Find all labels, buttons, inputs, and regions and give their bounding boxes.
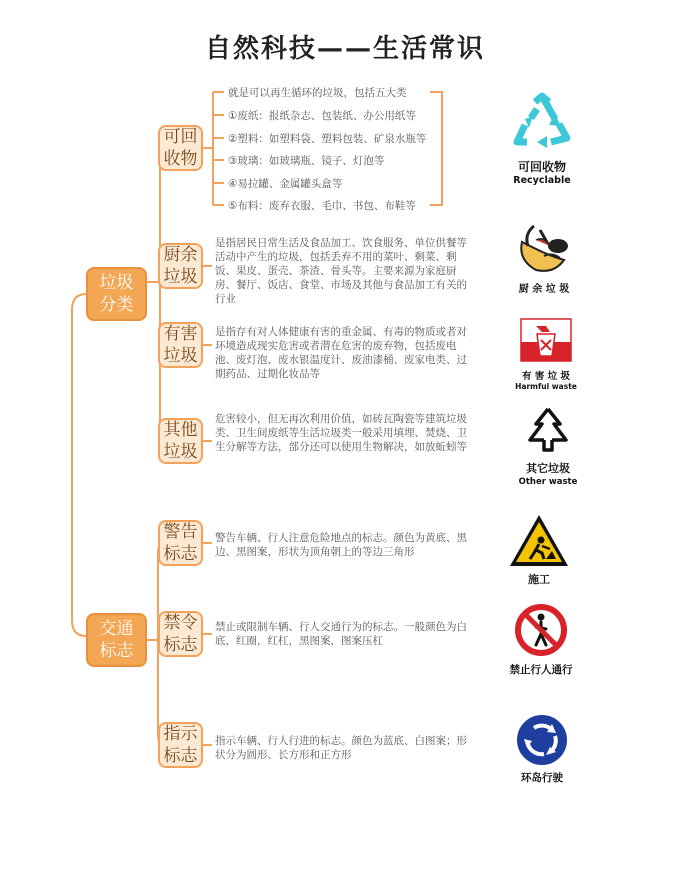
harmful-waste-caption: 有 害 垃 圾 Harmful waste: [515, 371, 577, 391]
recycle-icon: [511, 92, 573, 150]
recyclable-intro: 就是可以再生循环的垃圾，包括五大类: [228, 87, 407, 99]
harmful-waste-icon: [520, 318, 572, 362]
category-other-waste: 其他 垃圾: [158, 418, 203, 464]
page-title: 自然科技——生活常识: [204, 34, 485, 64]
category-indication-signs: 指示 标志: [158, 722, 203, 768]
roundabout-icon: [514, 712, 570, 768]
category-kitchen-waste: 厨余 垃圾: [158, 243, 203, 289]
category-harmful-waste: 有害 垃圾: [158, 322, 203, 368]
kitchen-waste-icon: [514, 216, 574, 276]
recyclable-bracket-right: [430, 92, 442, 205]
indication-sign-description: 指示车辆、行人行进的标志。颜色为蓝底、白图案；形状分为圆形、长方形和正方形: [215, 735, 467, 761]
other-waste-caption: 其它垃圾 Other waste: [518, 462, 578, 487]
recyclable-item: ③玻璃：如玻璃瓶、镜子、灯泡等: [228, 155, 385, 167]
harmful-waste-description: 是指存有对人体健康有害的重金属、有毒的物质或者对环境造成现实危害或者潜在危害的废弃物，包括废电池、废灯泡、废水银温度计、废油漆桶、废家电类、过期药品、过期化妆品等: [215, 326, 467, 380]
kitchen-waste-description: 是指居民日常生活及食品加工、饮食服务、单位供餐等活动中产生的垃圾，包括丢弃不用的菜叶、剩菜、剩饭、果皮、蛋壳、茶渣、骨头等。主要来源为家庭厨房、餐厅、饭店、食堂、市场及其他与食品加工有关的行业: [215, 237, 467, 305]
category-prohibition-signs: 禁令 标志: [158, 611, 203, 657]
recyclable-caption: 可回收物 Recyclable: [513, 160, 571, 186]
no-pedestrians-icon: [514, 603, 568, 657]
prohibition-sign-description: 禁止或限制车辆、行人交通行为的标志。一般颜色为白底，红圈，红杠，黑图案，图案压杠: [215, 621, 467, 647]
construction-caption: 施工: [528, 573, 550, 586]
construction-warning-icon: [508, 513, 570, 568]
roundabout-caption: 环岛行驶: [521, 772, 563, 784]
kitchen-waste-caption: 厨 余 垃 圾: [518, 284, 570, 295]
recyclable-item: ②塑料：如塑料袋、塑料包装、矿泉水瓶等: [228, 133, 427, 145]
recyclable-item: ④易拉罐、金属罐头盒等: [228, 178, 343, 190]
category-recyclable: 可回 收物: [158, 125, 203, 171]
category-warning-signs: 警告 标志: [158, 520, 203, 566]
other-waste-icon: [524, 406, 572, 454]
recyclable-item: ⑤布料：废弃衣服、毛巾、书包、布鞋等: [228, 200, 416, 212]
no-pedestrians-caption: 禁止行人通行: [509, 664, 573, 676]
group-garbage-sort: 垃圾 分类: [86, 267, 147, 321]
group-traffic-signs: 交通 标志: [86, 613, 147, 667]
recyclable-item: ①废纸：报纸杂志、包装纸、办公用纸等: [228, 110, 416, 122]
warning-sign-description: 警告车辆、行人注意危险地点的标志。颜色为黄底、黑边、黑图案，形状为顶角朝上的等边三角形: [215, 532, 467, 558]
root-spine: [72, 294, 86, 636]
other-waste-description: 危害较小，但无再次利用价值，如砖瓦陶瓷等建筑垃圾类、卫生间废纸等生活垃圾类一般采用填埋、焚烧、卫生分解等方法，部分还可以使用生物解决，如放蚯蚓等: [215, 413, 467, 453]
